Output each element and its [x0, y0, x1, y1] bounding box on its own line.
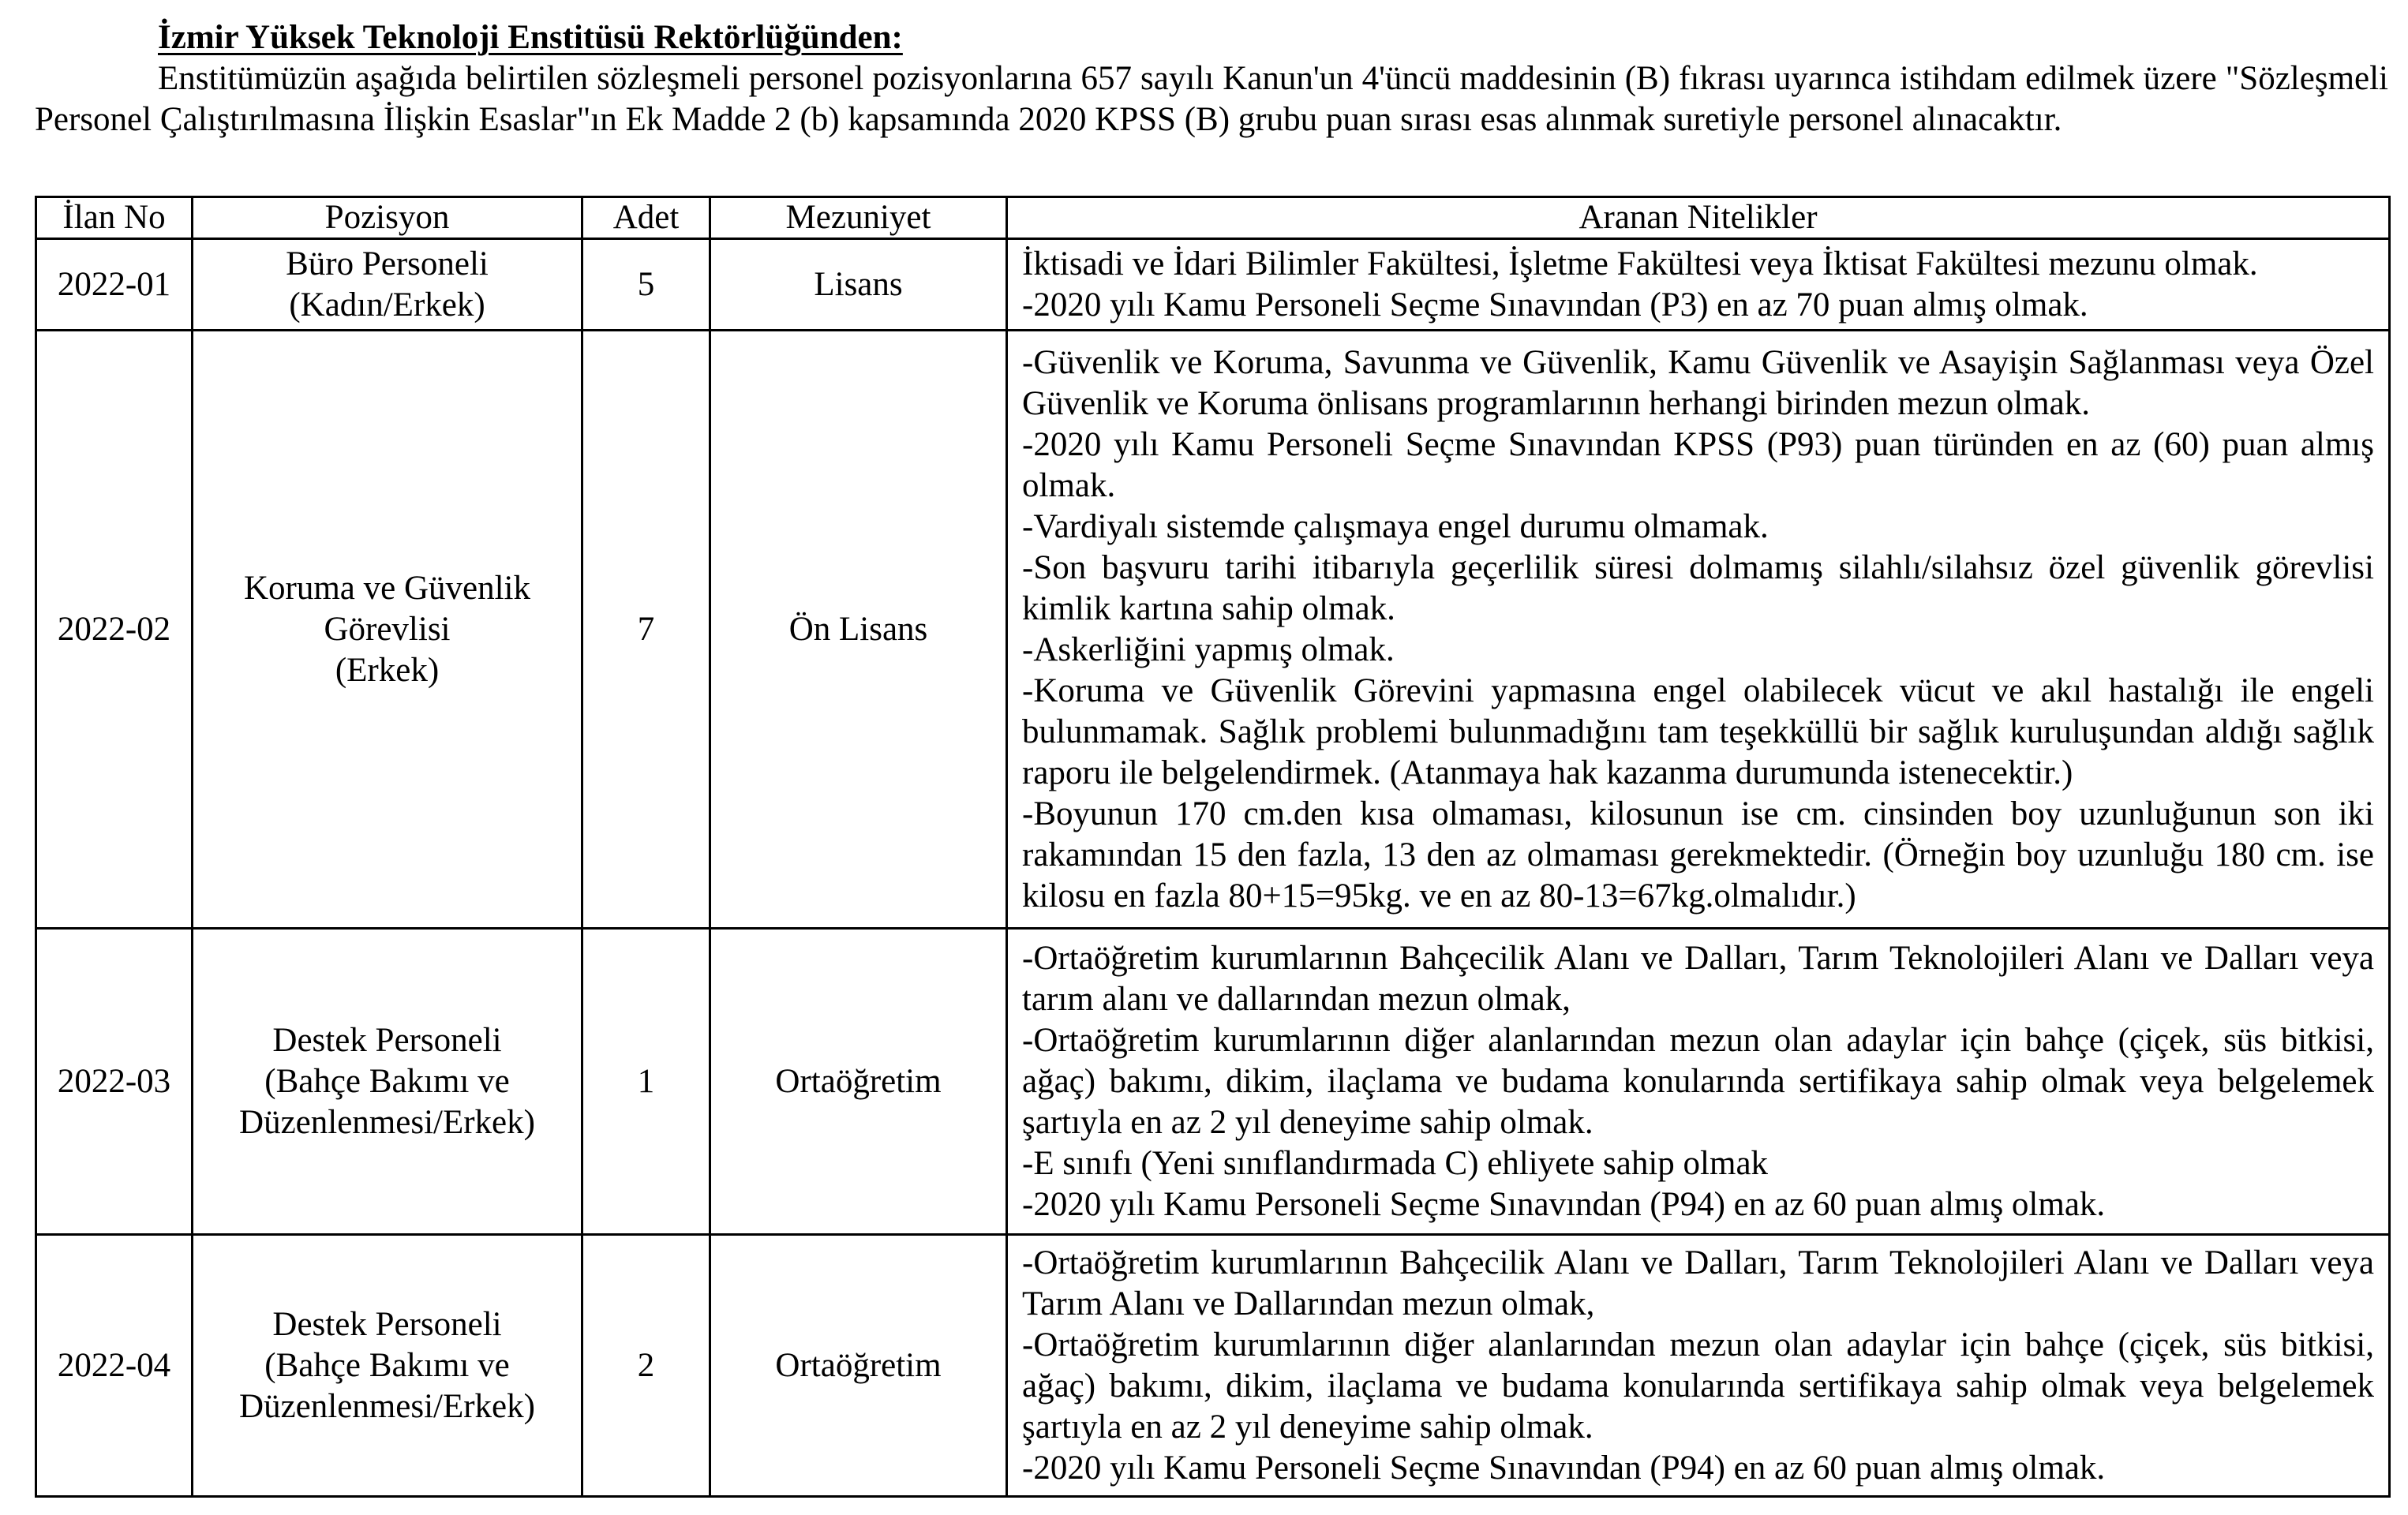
table-row	[36, 239, 2390, 331]
cell-adet: 7	[582, 331, 710, 929]
cell-mezuniyet: Ortaöğretim	[710, 929, 1007, 1235]
table-row	[36, 929, 2390, 1235]
cell-pozisyon	[193, 331, 582, 929]
table-row	[36, 331, 2390, 929]
cell-mezuniyet: Lisans	[710, 239, 1007, 331]
table-body	[36, 239, 2390, 1497]
cell-mezuniyet: Ön Lisans	[710, 331, 1007, 929]
cell-ilan-no: 2022-02	[36, 331, 193, 929]
cell-nitelikler	[1007, 331, 2390, 929]
cell-adet: 1	[582, 929, 710, 1235]
header-pozisyon: Pozisyon	[193, 197, 582, 239]
pozisyon-line: (Bahçe Bakımı ve	[264, 1062, 510, 1100]
requirement-item: -2020 yılı Kamu Personeli Seçme Sınavından (P94) en az 60 puan almış olmak.	[1022, 1449, 2106, 1487]
cell-ilan-no: 2022-01	[36, 239, 193, 331]
table-row	[36, 1235, 2390, 1497]
requirement-item: -Koruma ve Güvenlik Görevini yapmasına engel olabilecek vücut ve akıl hastalığı ile engeli bulunmamak. Sağlık problemi bulunmadığını tam teşekküllü bir sağlık kuruluşundan aldığı sağlık raporu ile belgelendirmek. (Atanmaya hak kazanma durumunda istenecektir.)	[1022, 671, 2374, 791]
requirement-item: -Son başvuru tarihi itibarıyla geçerlilik süresi dolmamış silahlı/silahsız özel güvenlik görevlisi kimlik kartına sahip olmak.	[1022, 548, 2374, 627]
pozisyon-line: Düzenlenmesi/Erkek)	[239, 1103, 535, 1141]
cell-pozisyon	[193, 239, 582, 331]
requirement-item: -Vardiyalı sistemde çalışmaya engel durumu olmamak.	[1022, 507, 1769, 545]
requirement-item: -Askerliğini yapmış olmak.	[1022, 630, 1395, 668]
requirement-item: -2020 yılı Kamu Personeli Seçme Sınavından KPSS (P93) puan türünden en az (60) puan almış olmak.	[1022, 425, 2374, 504]
pozisyon-line: Büro Personeli	[286, 245, 489, 282]
header-adet: Adet	[582, 197, 710, 239]
positions-table	[35, 196, 2391, 1498]
cell-nitelikler	[1007, 239, 2390, 331]
cell-adet: 2	[582, 1235, 710, 1497]
pozisyon-line: Görevlisi	[324, 610, 451, 648]
pozisyon-line: Destek Personeli	[272, 1305, 502, 1343]
requirement-item: -2020 yılı Kamu Personeli Seçme Sınavından (P3) en az 70 puan almış olmak.	[1022, 286, 2088, 324]
requirement-item: -2020 yılı Kamu Personeli Seçme Sınavından (P94) en az 60 puan almış olmak.	[1022, 1185, 2106, 1223]
cell-nitelikler	[1007, 1235, 2390, 1497]
announcement-title: İzmir Yüksek Teknoloji Enstitüsü Rektörlüğünden:	[158, 19, 903, 56]
header-mezuniyet: Mezuniyet	[710, 197, 1007, 239]
requirement-item: -Boyunun 170 cm.den kısa olmaması, kilosunun ise cm. cinsinden boy uzunluğunun son iki rakamından 15 den fazla, 13 den az olmaması gerekmektedir. (Örneğin boy uzunluğu 180 cm. ise kilosu en fazla 80+15=95kg. ve en az 80-13=67kg.olmalıdır.)	[1022, 795, 2374, 915]
cell-pozisyon	[193, 1235, 582, 1497]
requirement-item: -Ortaöğretim kurumlarının diğer alanlarından mezun olan adaylar için bahçe (çiçek, süs bitkisi, ağaç) bakımı, dikim, ilaçlama ve budama konularında sertifikaya sahip olmak veya belgelemek şartıyla en az 2 yıl deneyime sahip olmak.	[1022, 1326, 2374, 1446]
cell-ilan-no: 2022-03	[36, 929, 193, 1235]
cell-adet: 5	[582, 239, 710, 331]
pozisyon-line: (Erkek)	[335, 651, 440, 689]
requirement-item: -Ortaöğretim kurumlarının Bahçecilik Alanı ve Dalları, Tarım Teknolojileri Alanı ve Dalları veya Tarım Alanı ve Dallarından mezun olmak,	[1022, 1244, 2374, 1322]
pozisyon-line: Düzenlenmesi/Erkek)	[239, 1387, 535, 1425]
pozisyon-line: Koruma ve Güvenlik	[243, 569, 531, 607]
cell-ilan-no: 2022-04	[36, 1235, 193, 1497]
header-nitelikler: Aranan Nitelikler	[1007, 197, 2390, 239]
requirement-item: -Ortaöğretim kurumlarının Bahçecilik Alanı ve Dalları, Tarım Teknolojileri Alanı ve Dalları veya tarım alanı ve dallarından mezun olmak,	[1022, 939, 2374, 1018]
pozisyon-line: (Bahçe Bakımı ve	[264, 1346, 510, 1384]
header-ilan-no: İlan No	[36, 197, 193, 239]
requirement-item: -Güvenlik ve Koruma, Savunma ve Güvenlik, Kamu Güvenlik ve Asayişin Sağlanması veya Özel Güvenlik ve Koruma önlisans programlarının herhangi birinden mezun olmak.	[1022, 343, 2374, 422]
table-header-row	[36, 197, 2390, 239]
requirement-item: İktisadi ve İdari Bilimler Fakültesi, İşletme Fakültesi veya İktisat Fakültesi mezunu olmak.	[1022, 245, 2258, 282]
table-header	[36, 197, 2390, 239]
announcement-intro: Enstitümüzün aşağıda belirtilen sözleşmeli personel pozisyonlarına 657 sayılı Kanun'un 4'üncü maddesinin (B) fıkrası uyarınca istihdam edilmek üzere "Sözleşmeli Personel Çalıştırılmasına İlişkin Esaslar"ın Ek Madde 2 (b) kapsamında 2020 KPSS (B) grubu puan sırası esas alınmak suretiyle personel alınacaktır.	[35, 60, 2388, 138]
cell-pozisyon	[193, 929, 582, 1235]
cell-nitelikler	[1007, 929, 2390, 1235]
requirement-item: -Ortaöğretim kurumlarının diğer alanlarından mezun olan adaylar için bahçe (çiçek, süs bitkisi, ağaç) bakımı, dikim, ilaçlama ve budama konularında sertifikaya sahip olmak veya belgelemek şartıyla en az 2 yıl deneyime sahip olmak.	[1022, 1021, 2374, 1141]
pozisyon-line: Destek Personeli	[272, 1021, 502, 1059]
requirement-item: -E sınıfı (Yeni sınıflandırmada C) ehliyete sahip olmak	[1022, 1144, 1769, 1182]
cell-mezuniyet: Ortaöğretim	[710, 1235, 1007, 1497]
pozisyon-line: (Kadın/Erkek)	[289, 286, 485, 324]
